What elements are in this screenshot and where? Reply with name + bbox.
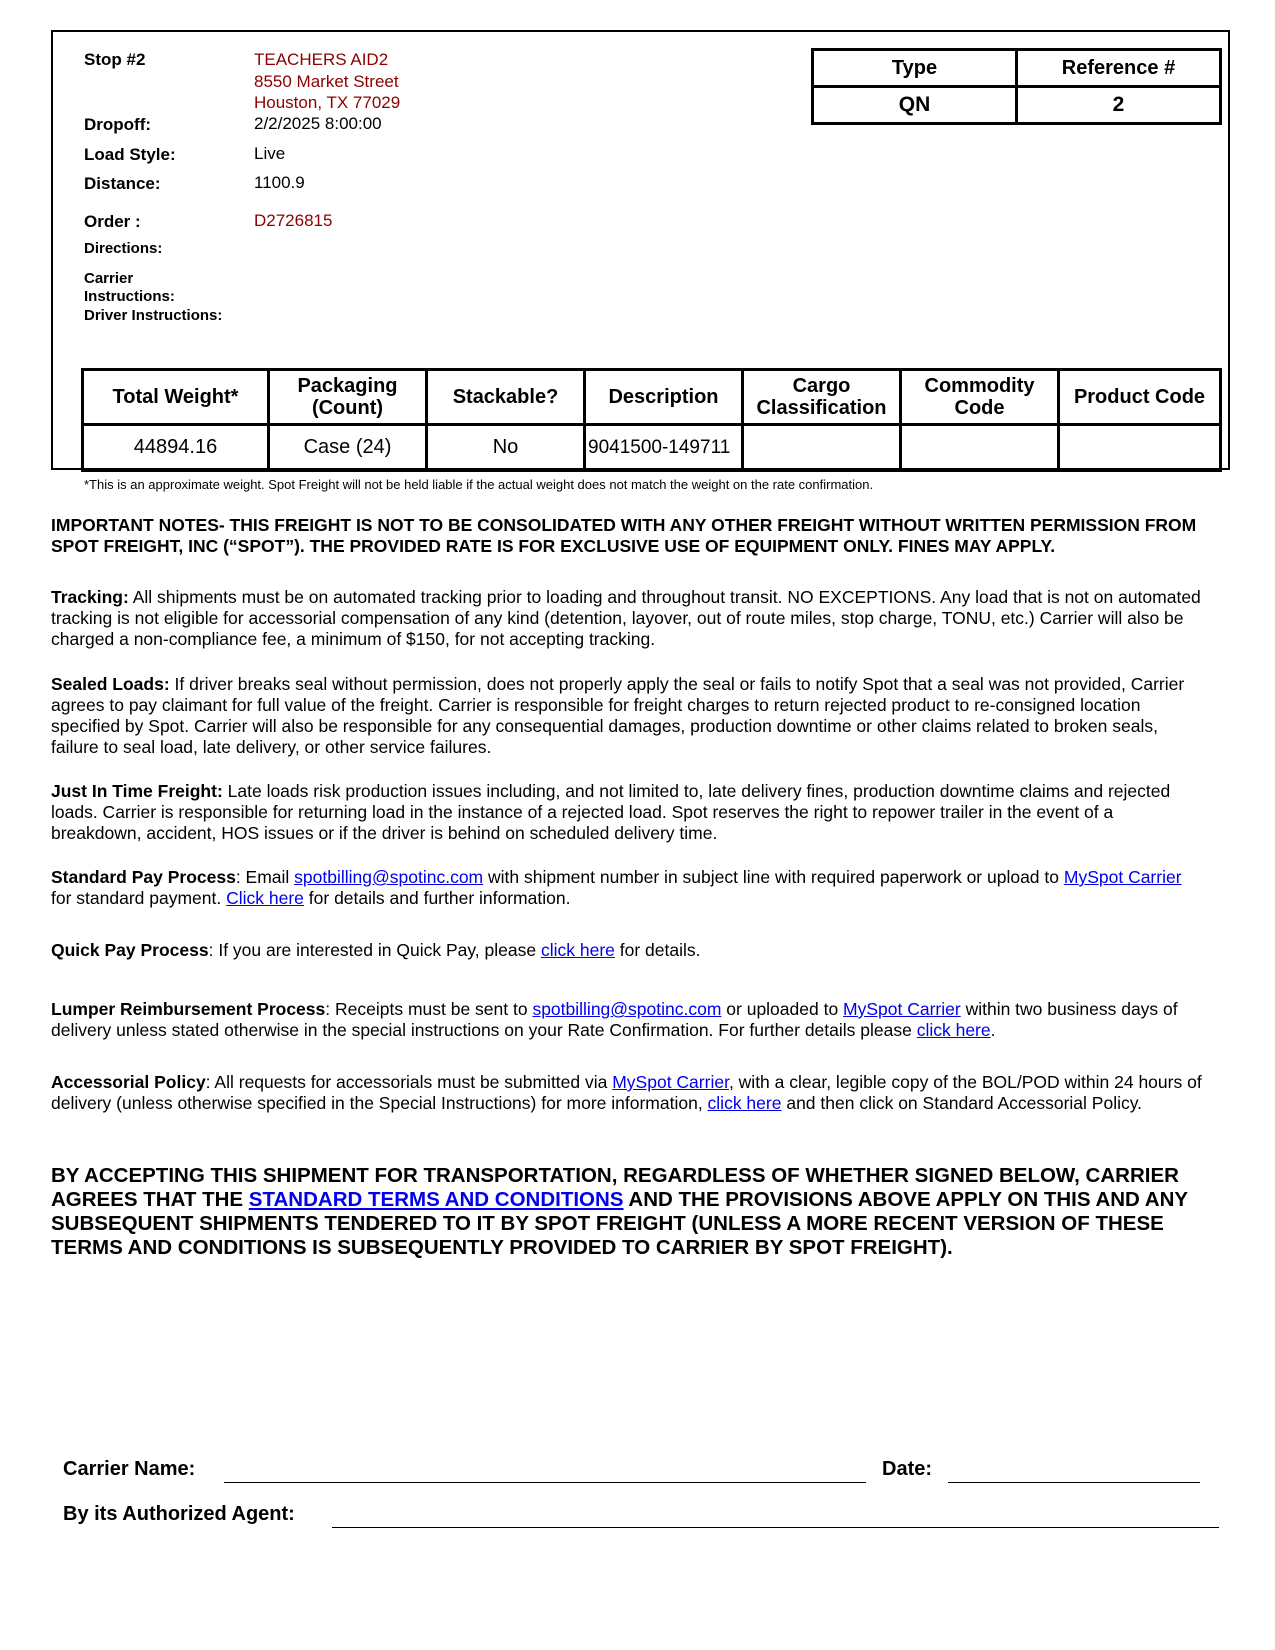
standard-pay-paragraph	[51, 867, 1206, 909]
consignee-name: TEACHERS AID2	[254, 50, 389, 69]
standard-pay-text-4: for details and further information.	[303, 888, 571, 908]
carrier-name-label: Carrier Name:	[63, 1458, 196, 1480]
dropoff-label: Dropoff:	[84, 115, 152, 134]
load-style-value: Live	[254, 144, 286, 163]
accessorial-text-3: and then click on Standard Accessorial Policy.	[781, 1093, 1143, 1113]
standard-pay-text-3: for standard payment.	[51, 888, 227, 908]
lumper-text-4: .	[990, 1020, 996, 1040]
cargo-header-commodity-code: Commodity Code	[901, 370, 1059, 425]
accessorial-paragraph	[51, 1072, 1206, 1114]
standard-pay-text-2: with shipment number in subject line with required paperwork or upload to	[483, 867, 1064, 887]
address-line1: 8550 Market Street	[254, 72, 399, 91]
jit-freight-title: Just In Time Freight:	[51, 781, 223, 801]
date-line[interactable]	[948, 1482, 1200, 1483]
authorized-agent-line[interactable]	[332, 1527, 1219, 1528]
distance-label: Distance:	[84, 174, 161, 193]
date-label: Date:	[882, 1458, 933, 1480]
cargo-classification	[743, 425, 901, 471]
quick-pay-paragraph	[51, 940, 1206, 961]
cargo-header-total-weight: Total Weight*	[83, 370, 269, 425]
cargo-header-product-code: Product Code	[1059, 370, 1221, 425]
quick-pay-text-1: : If you are interested in Quick Pay, please	[208, 940, 541, 960]
standard-pay-title: Standard Pay Process	[51, 867, 236, 887]
terms-text-1: BY ACCEPTING THIS SHIPMENT FOR TRANSPORTATION, REGARDLESS OF WHETHER SIGNED BELOW, CARRIER AGREES THAT THE	[51, 1164, 1179, 1211]
lumper-text-1: : Receipts must be sent to	[325, 999, 533, 1019]
ref-header-type: Type	[813, 50, 1017, 87]
standard-pay-text-1: : Email	[235, 867, 295, 887]
jit-freight-text: Late loads risk production issues including, and not limited to, late delivery fines, production downtime claims and rejected loads. Carrier is responsible for returning load in the instance of a rejected load. Spot reserves the right to repower trailer in the event of a breakdown, accident, HOS issues or if the driver is behind on scheduled delivery time.	[51, 781, 1171, 843]
order-value: D2726815	[254, 211, 333, 230]
lumper-myspot-link[interactable]: MySpot Carrier	[843, 999, 961, 1019]
driver-instructions-label: Driver Instructions:	[84, 307, 223, 324]
stop-label: Stop #2	[84, 50, 146, 69]
cargo-header-cargo-classification: Cargo Classification	[743, 370, 901, 425]
accessorial-text-1: : All requests for accessorials must be submitted via	[205, 1072, 613, 1092]
important-notes: IMPORTANT NOTES- THIS FREIGHT IS NOT TO BE CONSOLIDATED WITH ANY OTHER FREIGHT WITHOUT WRITTEN PERMISSION FROM SPOT FREIGHT, INC (“SPOT”). THE PROVIDED RATE IS FOR EXCLUSIVE USE OF EQUIPMENT ONLY. FINES MAY APPLY.	[51, 515, 1197, 556]
cargo-commodity-code	[901, 425, 1059, 471]
terms-acceptance-paragraph	[51, 1164, 1226, 1260]
terms-text-2: AND THE PROVISIONS ABOVE APPLY ON THIS AND ANY SUBSEQUENT SHIPMENTS TENDERED TO IT BY SPOT FREIGHT (UNLESS A MORE RECENT VERSION OF THESE TERMS AND CONDITIONS IS SUBSEQUENTLY PROVIDED TO CARRIER BY SPOT FREIGHT).	[51, 1188, 1188, 1259]
lumper-click-here-link[interactable]: click here	[916, 1020, 991, 1040]
lumper-email-link[interactable]: spotbilling@spotinc.com	[532, 999, 722, 1019]
cargo-product-code	[1059, 425, 1221, 471]
carrier-name-line[interactable]	[224, 1482, 866, 1483]
accessorial-myspot-link[interactable]: MySpot Carrier	[612, 1072, 729, 1092]
ref-number-value: 2	[1017, 87, 1221, 124]
lumper-text-3: within two business days of delivery unless stated otherwise in the special instructions on your Rate Confirmation. For further details please	[51, 999, 1178, 1040]
standard-pay-myspot-link[interactable]: MySpot Carrier	[1063, 867, 1182, 887]
order-label: Order :	[84, 212, 141, 231]
cargo-header-description: Description	[585, 370, 743, 425]
sealed-loads-paragraph	[51, 674, 1206, 758]
cargo-total-weight: 44894.16	[83, 425, 269, 471]
load-style-label: Load Style:	[84, 145, 176, 164]
ref-header-reference: Reference #	[1017, 50, 1221, 87]
standard-pay-click-here-link[interactable]: Click here	[226, 888, 304, 908]
quick-pay-title: Quick Pay Process	[51, 940, 209, 960]
cargo-header-stackable: Stackable?	[427, 370, 585, 425]
quick-pay-click-here-link[interactable]: click here	[540, 940, 615, 960]
lumper-title: Lumper Reimbursement Process	[51, 999, 326, 1019]
cargo-header-packaging: Packaging (Count)	[269, 370, 427, 425]
carrier-instructions-label-2: Instructions:	[84, 288, 175, 305]
carrier-instructions-label-1: Carrier	[84, 270, 134, 287]
quick-pay-text-2: for details.	[614, 940, 701, 960]
sealed-loads-text: If driver breaks seal without permission, does not properly apply the seal or fails to notify Spot that a seal was not provided, Carrier agrees to pay claimant for full value of the freight. Carrier is responsible for freight charges to return rejected product to re-consigned location specified by Spot. Carrier will also be responsible for any consequential damages, production downtime or other claims related to broken seals, failure to seal load, late delivery, or other service failures.	[51, 674, 1185, 757]
authorized-agent-label: By its Authorized Agent:	[63, 1503, 295, 1525]
tracking-paragraph	[51, 587, 1206, 650]
standard-terms-link[interactable]: STANDARD TERMS AND CONDITIONS	[248, 1188, 624, 1211]
cargo-description: 9041500-149711	[585, 425, 743, 471]
cargo-table	[81, 368, 1222, 472]
cargo-packaging: Case (24)	[269, 425, 427, 471]
accessorial-title: Accessorial Policy	[51, 1072, 206, 1092]
tracking-title: Tracking:	[51, 587, 129, 607]
cargo-stackable: No	[427, 425, 585, 471]
distance-value: 1100.9	[254, 173, 305, 192]
lumper-text-2: or uploaded to	[721, 999, 844, 1019]
reference-table	[811, 48, 1222, 125]
accessorial-click-here-link[interactable]: click here	[707, 1093, 782, 1113]
jit-freight-paragraph	[51, 781, 1206, 844]
accessorial-text-2: , with a clear, legible copy of the BOL/POD within 24 hours of delivery (unless otherwise specified in the Special Instructions) for more information,	[51, 1072, 1202, 1113]
dropoff-value: 2/2/2025 8:00:00	[254, 114, 382, 133]
lumper-paragraph	[51, 999, 1206, 1041]
standard-pay-email-link[interactable]: spotbilling@spotinc.com	[294, 867, 484, 887]
tracking-text: All shipments must be on automated tracking prior to loading and throughout transit. NO EXCEPTIONS. Any load that is not on automated tracking is not eligible for accessorial compensation of any kind (detention, layover, out of route miles, stop charge, TONU, etc.) Carrier will also be charged a non-compliance fee, a minimum of $150, for not accepting tracking.	[51, 587, 1201, 649]
sealed-loads-title: Sealed Loads:	[51, 674, 170, 694]
weight-footnote: *This is an approximate weight. Spot Freight will not be held liable if the actual weight does not match the weight on the rate confirmation.	[84, 477, 874, 492]
directions-label: Directions:	[84, 240, 163, 257]
ref-type-value: QN	[813, 87, 1017, 124]
address-line2: Houston, TX 77029	[254, 93, 401, 112]
